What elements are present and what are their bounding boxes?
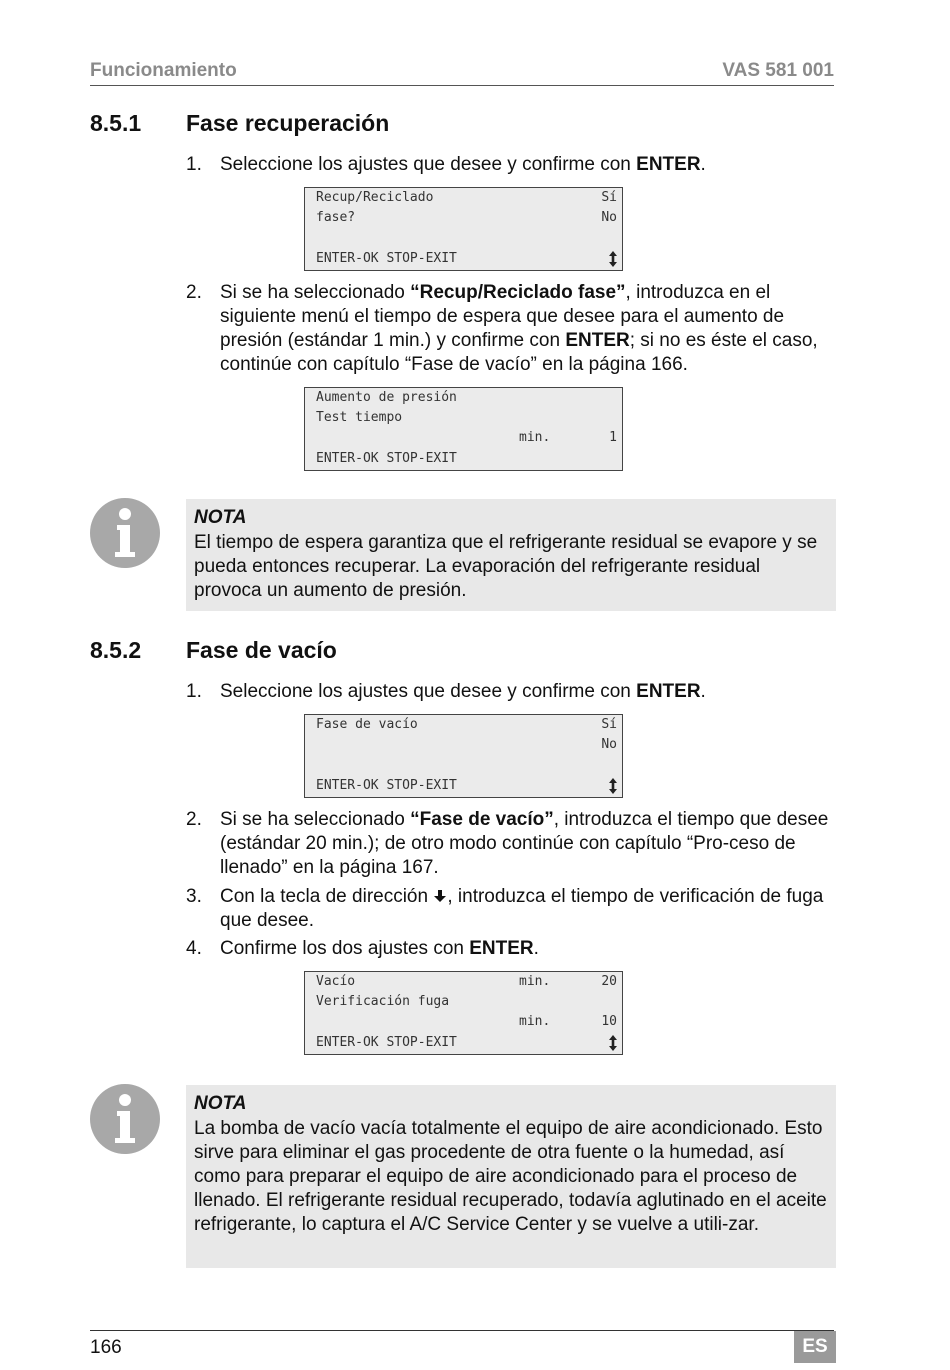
lcd-display bbox=[304, 187, 623, 271]
info-icon bbox=[90, 1084, 160, 1154]
lcd-value: 20 bbox=[601, 974, 617, 989]
note-title: NOTA bbox=[194, 1093, 247, 1114]
step-number: 2. bbox=[186, 809, 202, 830]
step-text: Seleccione los ajustes que desee y confirme con ENTER. bbox=[220, 154, 706, 175]
lcd-unit: min. bbox=[519, 1014, 551, 1029]
lcd-unit: min. bbox=[519, 974, 551, 989]
section-number: 8.5.2 bbox=[90, 637, 142, 663]
note-box bbox=[186, 1085, 836, 1268]
lcd-display bbox=[304, 714, 623, 798]
lcd-line: Vacío bbox=[316, 974, 356, 989]
note-text: El tiempo de espera garantiza que el refrigerante residual se evapore y se pueda entonces recuperar. La evaporación del refrigerante residual provoca un aumento de presión. bbox=[194, 532, 818, 601]
updown-arrow-icon bbox=[607, 250, 619, 268]
note-text: La bomba de vacío vacía totalmente el equipo de aire acondicionado. Esto sirve para eliminar el gas procedente de otra fuente o la humedad, así como para preparar el equipo de aire acondicionado para el proceso de llenado. El refrigerante residual recuperado, todavía aglutinado en el aceite refrigerante, lo captura el A/C Service Center y se vuelve a utili-zar. bbox=[194, 1118, 827, 1235]
step-text: Confirme los dos ajustes con ENTER. bbox=[220, 938, 539, 959]
updown-arrow-icon bbox=[607, 1034, 619, 1052]
info-icon bbox=[90, 498, 160, 568]
header-section: Funcionamiento bbox=[90, 60, 237, 81]
lcd-line: Fase de vacío bbox=[316, 717, 418, 732]
step-item bbox=[186, 153, 836, 177]
lcd-option-no: No bbox=[601, 210, 617, 225]
step-number: 3. bbox=[186, 886, 202, 907]
note-title: NOTA bbox=[194, 507, 247, 528]
header-model: VAS 581 001 bbox=[722, 60, 834, 81]
lcd-line: Verificación fuga bbox=[316, 994, 450, 1009]
lcd-line: ENTER-OK STOP-EXIT bbox=[316, 251, 457, 266]
step-text: Si se ha seleccionado “Fase de vacío”, introduzca el tiempo que desee (estándar 20 min.); de otro modo continúe con capítulo “Pro-ceso de llenado” en la página 167. bbox=[220, 809, 829, 878]
lcd-value: 1 bbox=[609, 430, 617, 445]
step-text: Si se ha seleccionado “Recup/Reciclado fase”, introduzca en el siguiente menú el tiempo de espera que desee para el aumento de presión (estándar 1 min.) y confirme con ENTER; si no es éste el caso, continúe con capítulo “Fase de vacío” en la página 166. bbox=[220, 282, 818, 375]
step-number: 4. bbox=[186, 938, 202, 959]
step-number: 1. bbox=[186, 681, 202, 702]
lcd-option-yes: Sí bbox=[601, 717, 617, 732]
note-box bbox=[186, 499, 836, 611]
step-number: 1. bbox=[186, 154, 202, 175]
lcd-unit: min. bbox=[519, 430, 551, 445]
lcd-line: Test tiempo bbox=[316, 410, 403, 425]
updown-arrow-icon bbox=[607, 777, 619, 795]
step-item bbox=[186, 937, 836, 961]
lcd-line: ENTER-OK STOP-EXIT bbox=[316, 778, 457, 793]
lcd-option-no: No bbox=[601, 737, 617, 752]
language-badge: ES bbox=[794, 1331, 836, 1363]
lcd-display bbox=[304, 971, 623, 1055]
step-text: Seleccione los ajustes que desee y confirme con ENTER. bbox=[220, 681, 706, 702]
step-item bbox=[186, 680, 836, 704]
lcd-line: ENTER-OK STOP-EXIT bbox=[316, 451, 457, 466]
lcd-line: Recup/Reciclado bbox=[316, 190, 434, 205]
page-number: 166 bbox=[90, 1337, 122, 1358]
lcd-display bbox=[304, 387, 623, 471]
footer-rule bbox=[90, 1330, 834, 1331]
section-title: Fase recuperación bbox=[186, 110, 390, 136]
step-item bbox=[186, 281, 836, 377]
section-number: 8.5.1 bbox=[90, 110, 142, 136]
down-arrow-icon bbox=[433, 889, 447, 903]
lcd-value: 10 bbox=[601, 1014, 617, 1029]
step-text: Con la tecla de dirección , introduzca el tiempo de verificación de fuga que desee. bbox=[220, 886, 824, 931]
section-title: Fase de vacío bbox=[186, 637, 337, 663]
lcd-line: ENTER-OK STOP-EXIT bbox=[316, 1035, 457, 1050]
step-item bbox=[186, 885, 836, 933]
lcd-option-yes: Sí bbox=[601, 190, 617, 205]
step-number: 2. bbox=[186, 282, 202, 303]
header-rule bbox=[90, 85, 834, 86]
lcd-line: fase? bbox=[316, 210, 356, 225]
step-item bbox=[186, 808, 836, 880]
lcd-line: Aumento de presión bbox=[316, 390, 457, 405]
